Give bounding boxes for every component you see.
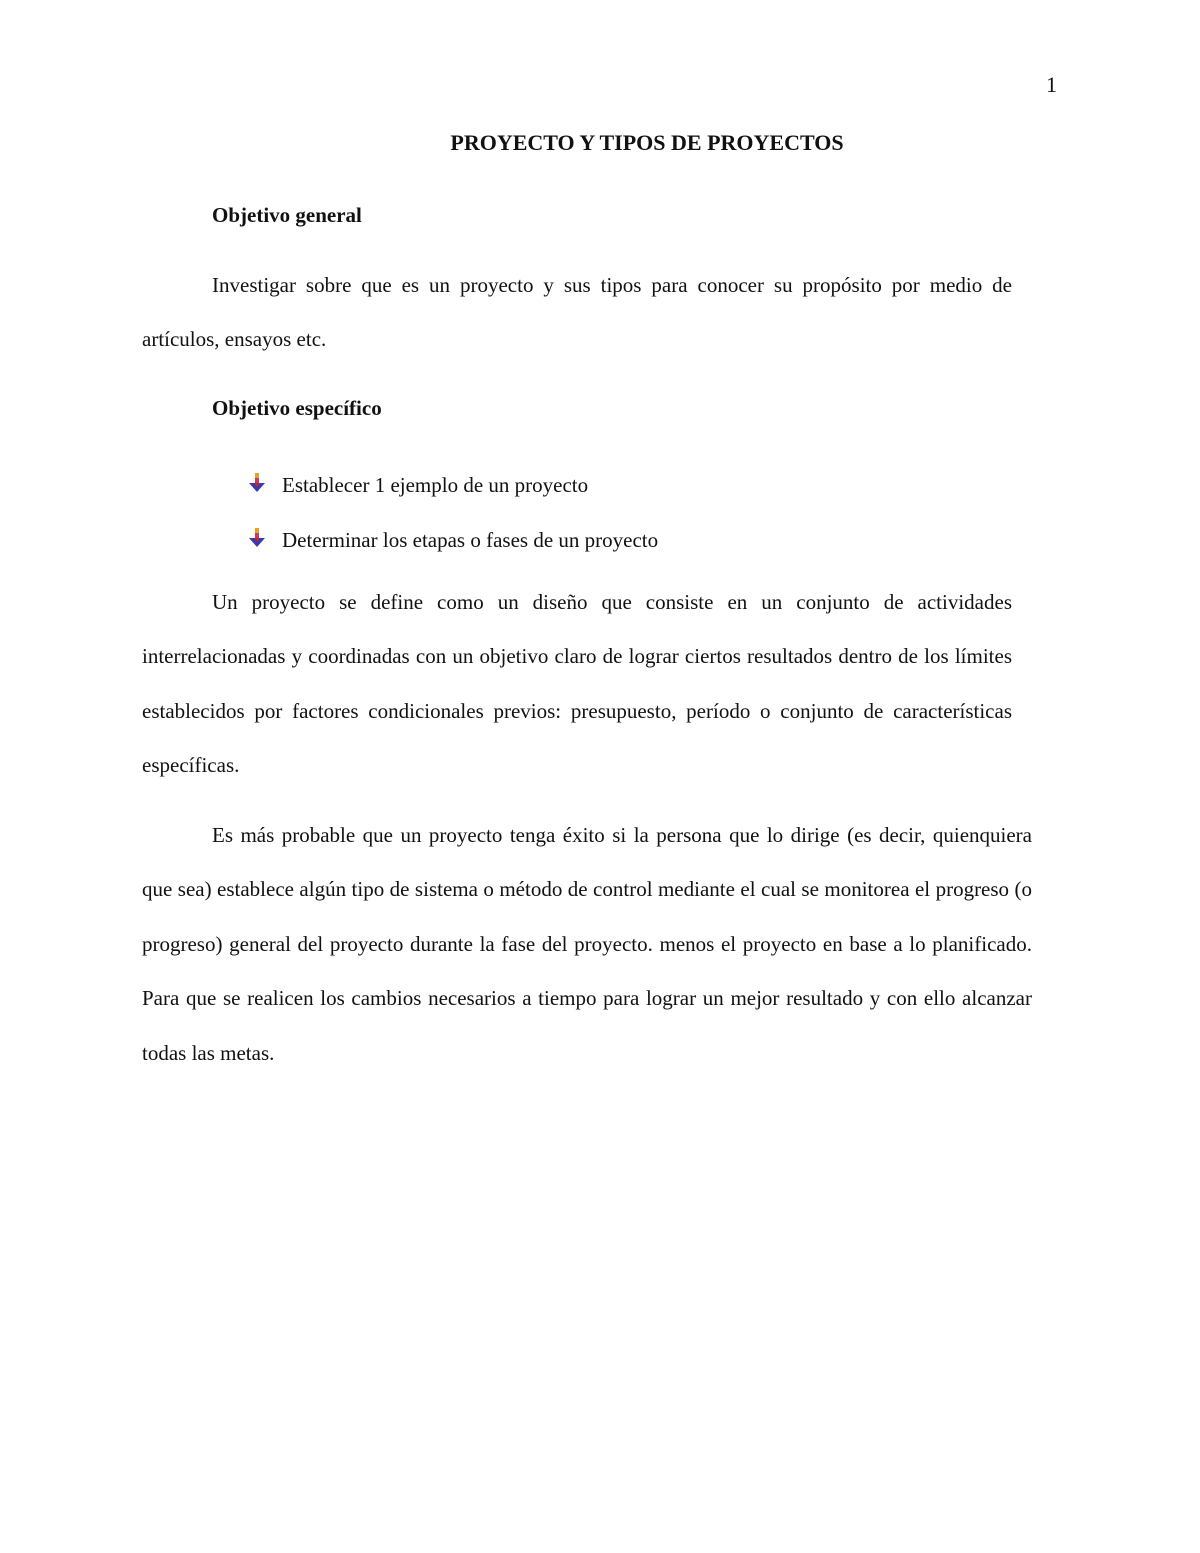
- body-paragraph-definition: Un proyecto se define como un diseño que consiste en un conjunto de actividades interrelacionadas y coordinadas con un objetivo claro de lograr ciertos resultados dentro de los límites establecidos por factores condicionales previos: presupuesto, período o conjunto de características específicas.: [142, 590, 1012, 778]
- arrow-down-bullet-icon: [246, 527, 268, 549]
- body-paragraph-control: Es más probable que un proyecto tenga éxito si la persona que lo dirige (es decir, quienquiera que sea) establece algún tipo de sistema o método de control mediante el cual se monitorea el progreso (o progreso) general del proyecto durante la fase del proyecto. menos el proyecto en base a lo planificado. Para que se realicen los cambios necesarios a tiempo para lograr un mejor resultado y con ello alcanzar todas las metas.: [142, 823, 1032, 1065]
- objetivo-especifico-heading: Objetivo específico: [212, 396, 382, 420]
- list-item: [246, 513, 658, 568]
- objetivo-general-heading: Objetivo general: [212, 203, 362, 227]
- list-item-text: Establecer 1 ejemplo de un proyecto: [282, 473, 589, 497]
- objetivo-general-text: Investigar sobre que es un proyecto y sus tipos para conocer su propósito por medio de artículos, ensayos etc.: [142, 273, 1012, 352]
- arrow-down-bullet-icon: [246, 472, 268, 494]
- list-item: [246, 458, 658, 513]
- objetivo-especifico-list: [246, 458, 658, 568]
- list-item-text: Determinar los etapas o fases de un proyecto: [282, 528, 659, 552]
- document-title: PROYECTO Y TIPOS DE PROYECTOS: [450, 130, 844, 155]
- page-number: 1: [1046, 72, 1057, 97]
